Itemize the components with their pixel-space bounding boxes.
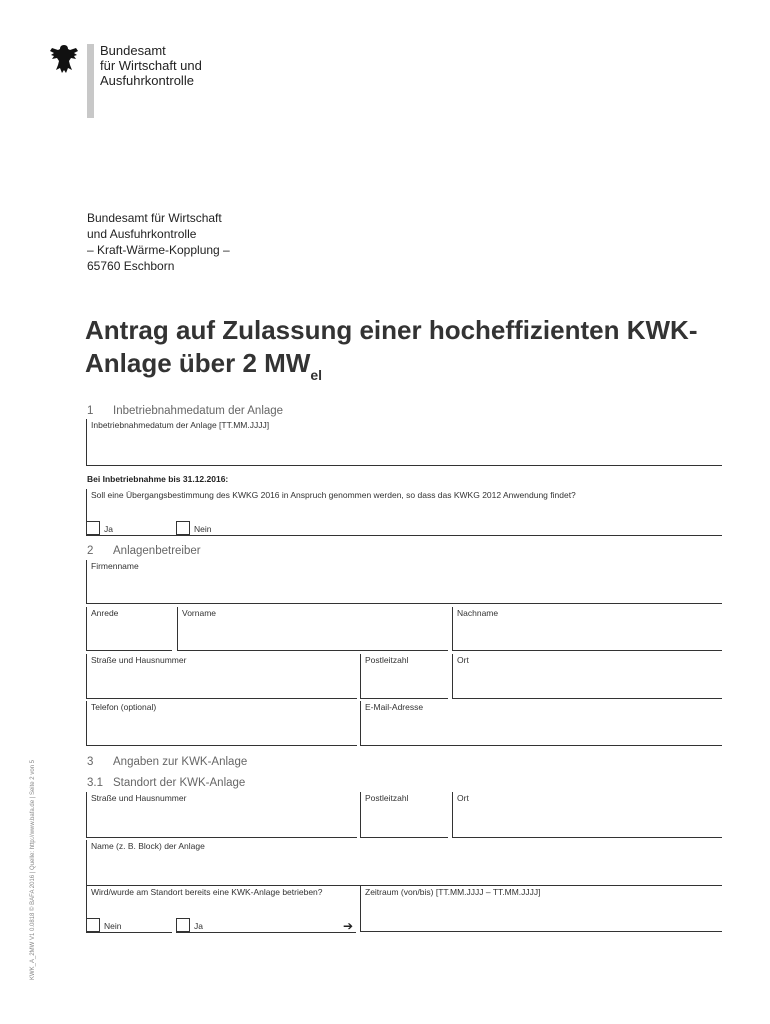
firm-name-field[interactable] <box>86 560 722 604</box>
field-label: Vorname <box>182 608 217 618</box>
field-label: Anrede <box>91 608 119 618</box>
recipient-address <box>87 210 230 274</box>
field-label: Postleitzahl <box>365 655 409 665</box>
site-street-field[interactable] <box>86 792 357 838</box>
field-label: E-Mail-Adresse <box>365 702 424 712</box>
field-label: Nachname <box>457 608 499 618</box>
federal-eagle-logo <box>48 42 80 76</box>
commissioning-date-field[interactable] <box>86 419 722 466</box>
section-3-heading <box>87 756 247 768</box>
authority-name <box>100 43 202 88</box>
section-title: Anlagenbetreiber <box>113 545 201 557</box>
field-label: Straße und Hausnummer <box>91 655 187 665</box>
section-number: 3 <box>87 756 94 768</box>
operator-street-field[interactable] <box>86 654 357 699</box>
divider <box>86 535 722 536</box>
address-line: – Kraft-Wärme-Kopplung – <box>87 243 230 257</box>
section-3-1-heading <box>87 777 245 789</box>
field-label: Soll eine Übergangsbestimmung des KWKG 2016 in Anspruch genommen werden, so dass das KWKG 2012 Anwendung findet? <box>91 490 576 500</box>
previous-plant-yes-checkbox[interactable] <box>176 918 190 932</box>
field-label: Straße und Hausnummer <box>91 793 187 803</box>
checkbox-label-no: Nein <box>104 921 122 931</box>
checkbox-underline <box>86 932 172 933</box>
checkbox-label-no: Nein <box>194 524 212 534</box>
address-line: Bundesamt für Wirtschaft <box>87 211 222 225</box>
checkbox-label-yes: Ja <box>194 921 203 931</box>
field-label: Name (z. B. Block) der Anlage <box>91 841 205 851</box>
form-title <box>85 314 697 392</box>
field-label: Ort <box>457 793 469 803</box>
transition-note: Bei Inbetriebnahme bis 31.12.2016: <box>87 474 229 484</box>
title-line-1: Antrag auf Zulassung einer hocheffizienten KWK- <box>85 315 698 345</box>
salutation-field[interactable] <box>86 607 172 651</box>
field-label: Firmenname <box>91 561 139 571</box>
title-subscript: el <box>310 367 323 383</box>
site-city-field[interactable] <box>452 792 722 838</box>
section-number: 1 <box>87 405 94 417</box>
authority-line: für Wirtschaft und <box>100 58 202 73</box>
first-name-field[interactable] <box>177 607 448 651</box>
address-line: 65760 Eschborn <box>87 259 175 273</box>
operator-city-field[interactable] <box>452 654 722 699</box>
arrow-right-icon: ➔ <box>343 919 354 933</box>
field-label: Zeitraum (von/bis) [TT.MM.JJJJ – TT.MM.JJJJ] <box>365 887 541 897</box>
phone-field[interactable] <box>86 701 357 746</box>
authority-line: Ausfuhrkontrolle <box>100 73 194 88</box>
checkbox-label-yes: Ja <box>104 524 113 534</box>
field-label: Inbetriebnahmedatum der Anlage [TT.MM.JJJJ] <box>91 420 270 430</box>
header-accent-bar <box>87 44 94 118</box>
transition-yes-checkbox[interactable] <box>86 521 100 535</box>
operator-zip-field[interactable] <box>360 654 448 699</box>
authority-line: Bundesamt <box>100 43 166 58</box>
field-label: Ort <box>457 655 469 665</box>
field-label: Wird/wurde am Standort bereits eine KWK-Anlage betrieben? <box>91 887 323 897</box>
checkbox-underline <box>176 932 356 933</box>
section-2-heading <box>87 545 201 557</box>
section-title: Angaben zur KWK-Anlage <box>113 756 248 768</box>
section-1-heading <box>87 405 283 417</box>
email-field[interactable] <box>360 701 722 746</box>
section-title: Inbetriebnahmedatum der Anlage <box>113 405 284 417</box>
document-footer-reference: KWK_A_2MW V1 0.0818 © BAFA 2016 | Quelle: http://www.bafa.de | Seite 2 von 5 <box>30 760 36 980</box>
section-number: 3.1 <box>87 777 103 789</box>
section-title: Standort der KWK-Anlage <box>113 777 246 789</box>
field-label: Postleitzahl <box>365 793 409 803</box>
section-number: 2 <box>87 545 94 557</box>
previous-plant-question <box>86 886 356 932</box>
plant-name-field[interactable] <box>86 840 722 886</box>
site-zip-field[interactable] <box>360 792 448 838</box>
address-line: und Ausfuhrkontrolle <box>87 227 197 241</box>
operation-period-field[interactable] <box>360 886 722 932</box>
title-line-2: Anlage über 2 MW <box>85 348 311 378</box>
field-label: Telefon (optional) <box>91 702 157 712</box>
last-name-field[interactable] <box>452 607 722 651</box>
previous-plant-no-checkbox[interactable] <box>86 918 100 932</box>
transition-no-checkbox[interactable] <box>176 521 190 535</box>
